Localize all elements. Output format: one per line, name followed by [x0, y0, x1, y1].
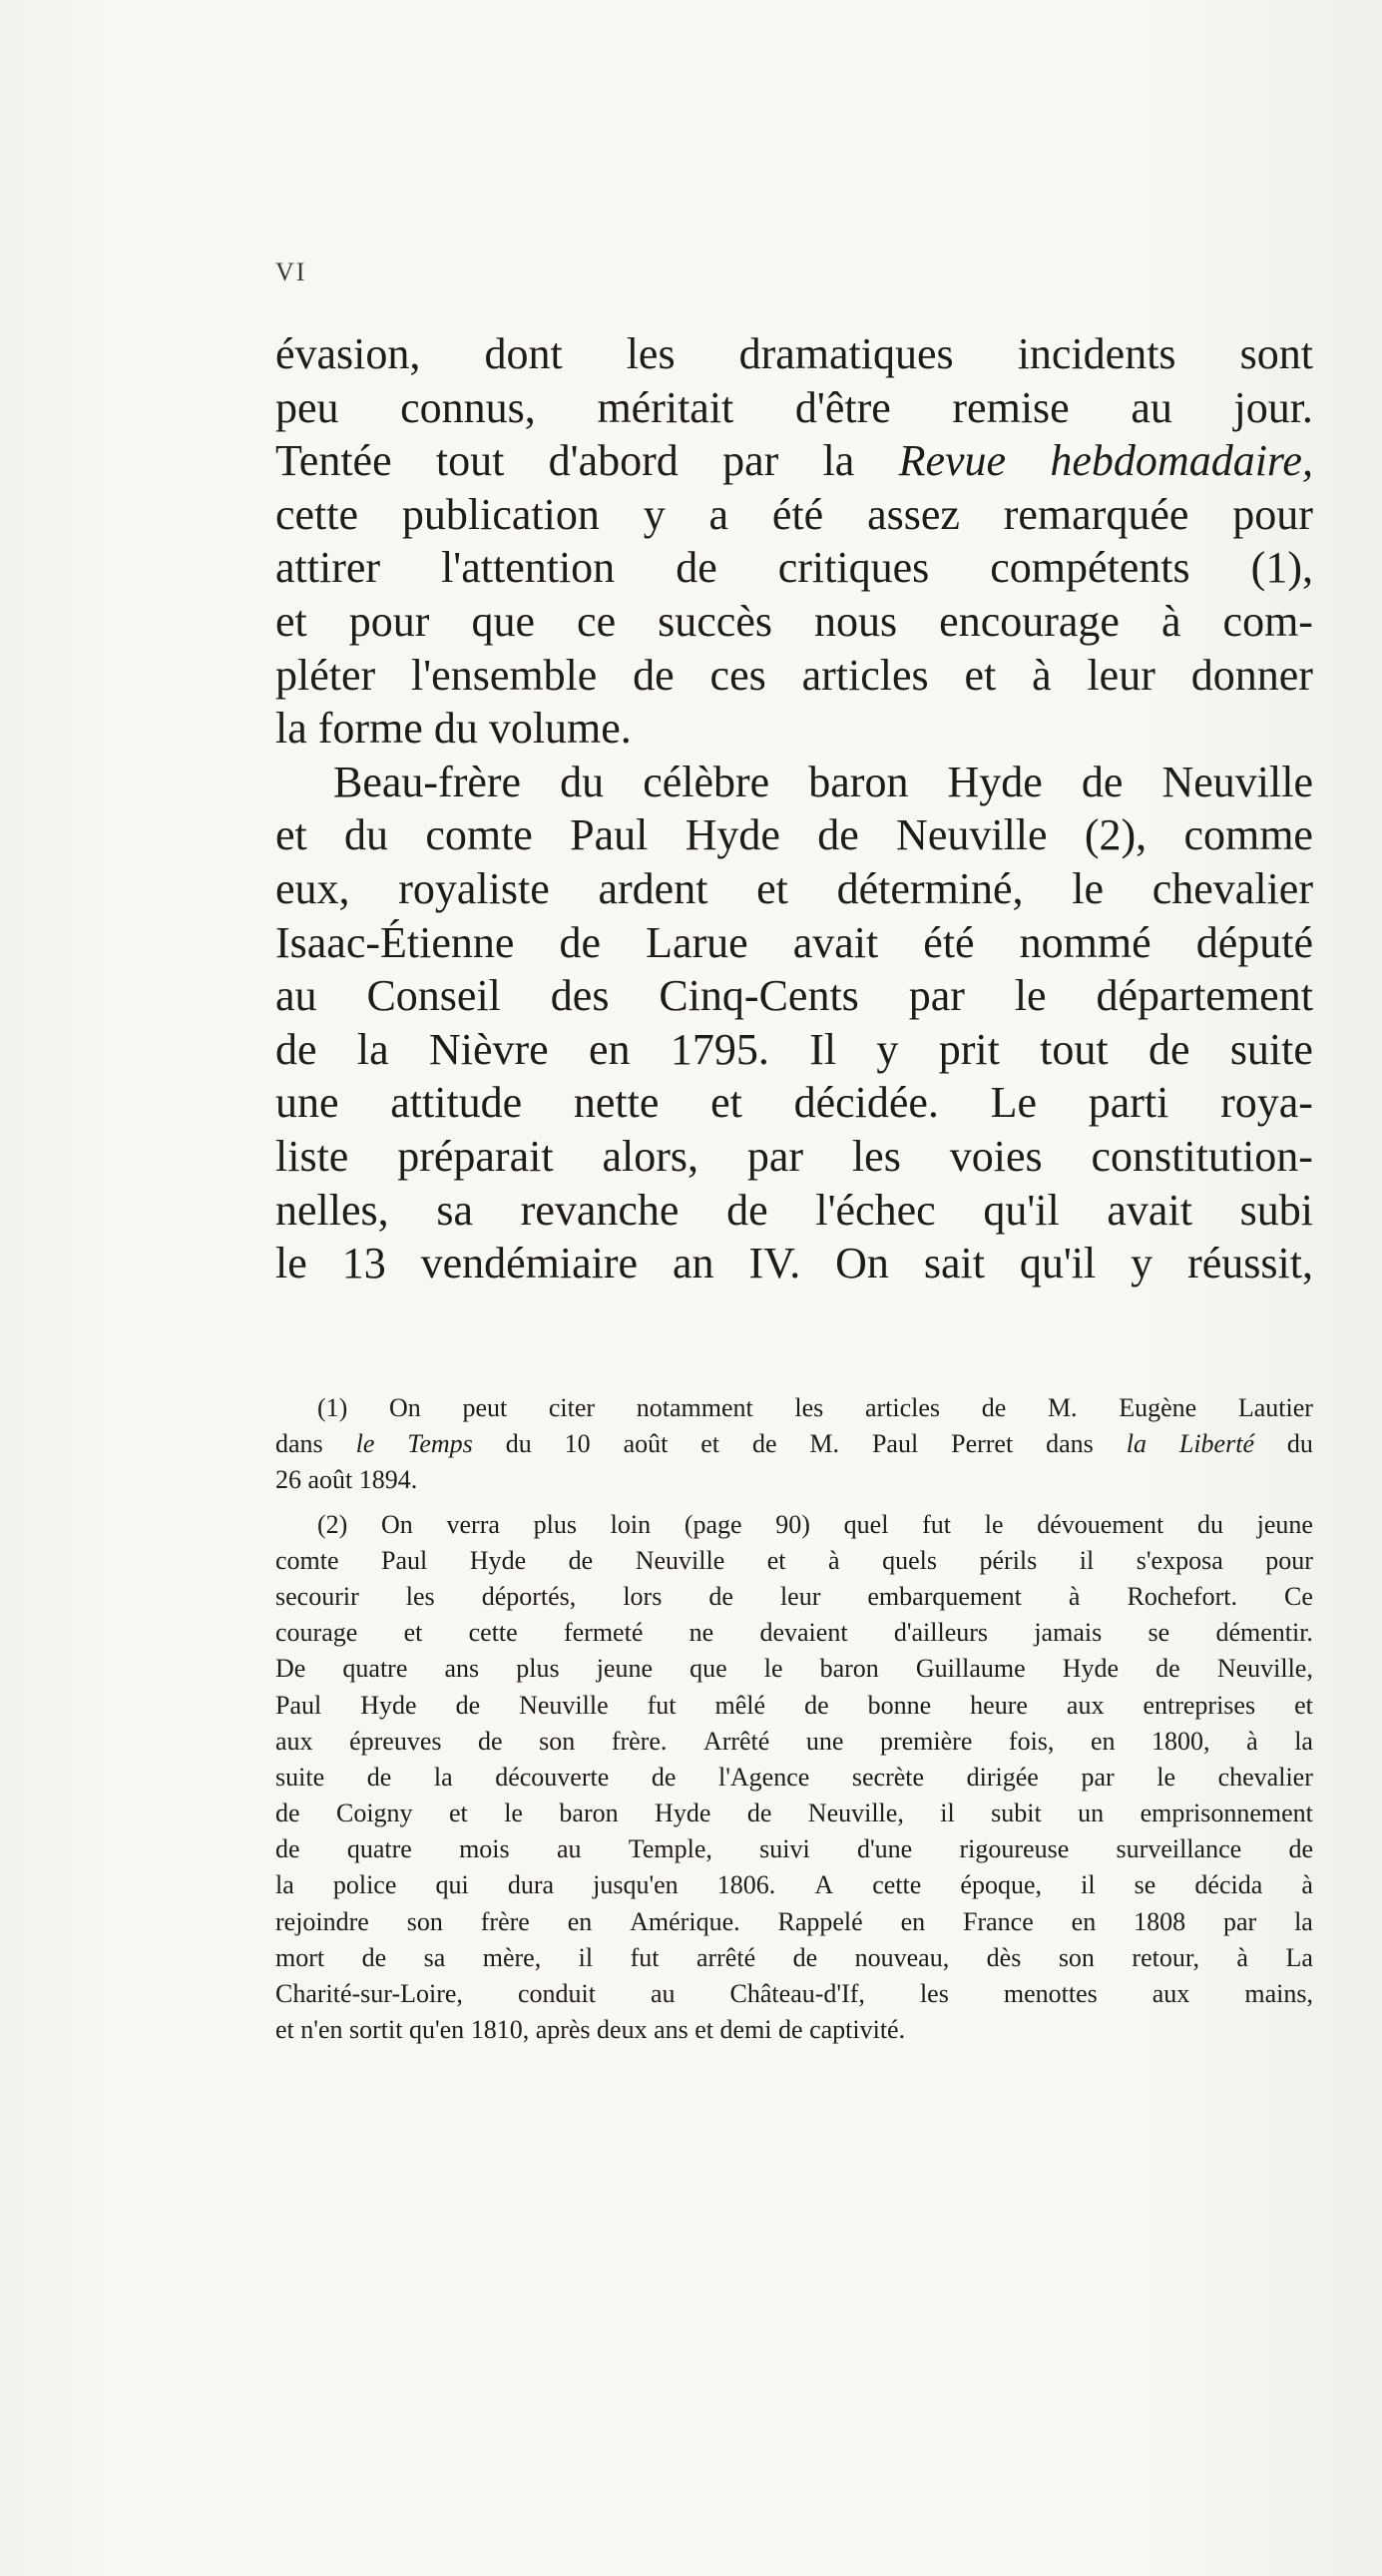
footnote-line: suite de la découverte de l'Agence secrète dirigée par le chevalier: [275, 1762, 1313, 1792]
main-text: [275, 327, 1313, 1290]
footnote-1: [275, 1390, 1313, 1499]
text-line: attirer l'attention de critiques compétents (1),: [275, 543, 1313, 593]
text-line: évasion, dont les dramatiques incidents sont: [275, 329, 1313, 378]
footnote-line: rejoindre son frère en Amérique. Rappelé en France en 1808 par la: [275, 1906, 1313, 1936]
text-line: et pour que ce succès nous encourage à com-: [275, 596, 1313, 646]
text-line: Tentée tout d'abord par la Revue hebdomadaire,: [275, 436, 1313, 486]
text-line: le 13 vendémiaire an IV. On sait qu'il y réussit,: [275, 1239, 1313, 1288]
text-line: nelles, sa revanche de l'échec qu'il avait subi: [275, 1185, 1313, 1235]
footnote-line: de quatre mois au Temple, suivi d'une rigoureuse surveillance de: [275, 1834, 1313, 1864]
footnote-line: la police qui dura jusqu'en 1806. A cette époque, il se décida à: [275, 1870, 1313, 1900]
footnote-line: et n'en sortit qu'en 1810, après deux ans et demi de captivité.: [275, 2015, 906, 2045]
footnote-line: mort de sa mère, il fut arrêté de nouveau, dès son retour, à La: [275, 1942, 1313, 1972]
footnotes: [275, 1390, 1313, 2056]
text-line: Isaac-Étienne de Larue avait été nommé député: [275, 917, 1313, 967]
footnote-line: de Coigny et le baron Hyde de Neuville, il subit un emprisonnement: [275, 1799, 1313, 1828]
footnote-line: 26 août 1894.: [275, 1465, 418, 1495]
footnote-line: De quatre ans plus jeune que le baron Guillaume Hyde de Neuville,: [275, 1654, 1313, 1684]
text-line: peu connus, méritait d'être remise au jour.: [275, 382, 1313, 432]
text-line: Beau-frère du célèbre baron Hyde de Neuville: [333, 757, 1313, 806]
page-number: VI: [275, 258, 307, 286]
footnote-2: [275, 1507, 1313, 2049]
footnote-line: Paul Hyde de Neuville fut mêlé de bonne heure aux entreprises et: [275, 1690, 1313, 1720]
footnote-line: aux épreuves de son frère. Arrêté une première fois, en 1800, à la: [275, 1726, 1313, 1756]
footnote-line: secourir les déportés, lors de leur embarquement à Rochefort. Ce: [275, 1581, 1313, 1611]
footnote-line: dans le Temps du 10 août et de M. Paul Perret dans la Liberté du: [275, 1429, 1313, 1459]
text-line: pléter l'ensemble de ces articles et à leur donner: [275, 650, 1313, 700]
text-line: de la Nièvre en 1795. Il y prit tout de suite: [275, 1024, 1313, 1074]
footnote-line: (1) On peut citer notamment les articles de M. Eugène Lautier: [317, 1393, 1313, 1422]
text-line: et du comte Paul Hyde de Neuville (2), comme: [275, 810, 1313, 860]
footnote-line: Charité-sur-Loire, conduit au Château-d'If, les menottes aux mains,: [275, 1979, 1313, 2008]
text-line: une attitude nette et décidée. Le parti roya-: [275, 1078, 1313, 1128]
text-line: eux, royaliste ardent et déterminé, le chevalier: [275, 863, 1313, 913]
text-line: la forme du volume.: [275, 704, 632, 754]
footnote-line: (2) On verra plus loin (page 90) quel fut le dévouement du jeune: [317, 1509, 1313, 1539]
text-line: cette publication y a été assez remarquée pour: [275, 489, 1313, 539]
text-line: liste préparait alors, par les voies constitution-: [275, 1131, 1313, 1181]
text-line: au Conseil des Cinq-Cents par le département: [275, 971, 1313, 1021]
footnote-line: courage et cette fermeté ne devaient d'ailleurs jamais se démentir.: [275, 1618, 1313, 1648]
footnote-line: comte Paul Hyde de Neuville et à quels périls il s'exposa pour: [275, 1545, 1313, 1575]
